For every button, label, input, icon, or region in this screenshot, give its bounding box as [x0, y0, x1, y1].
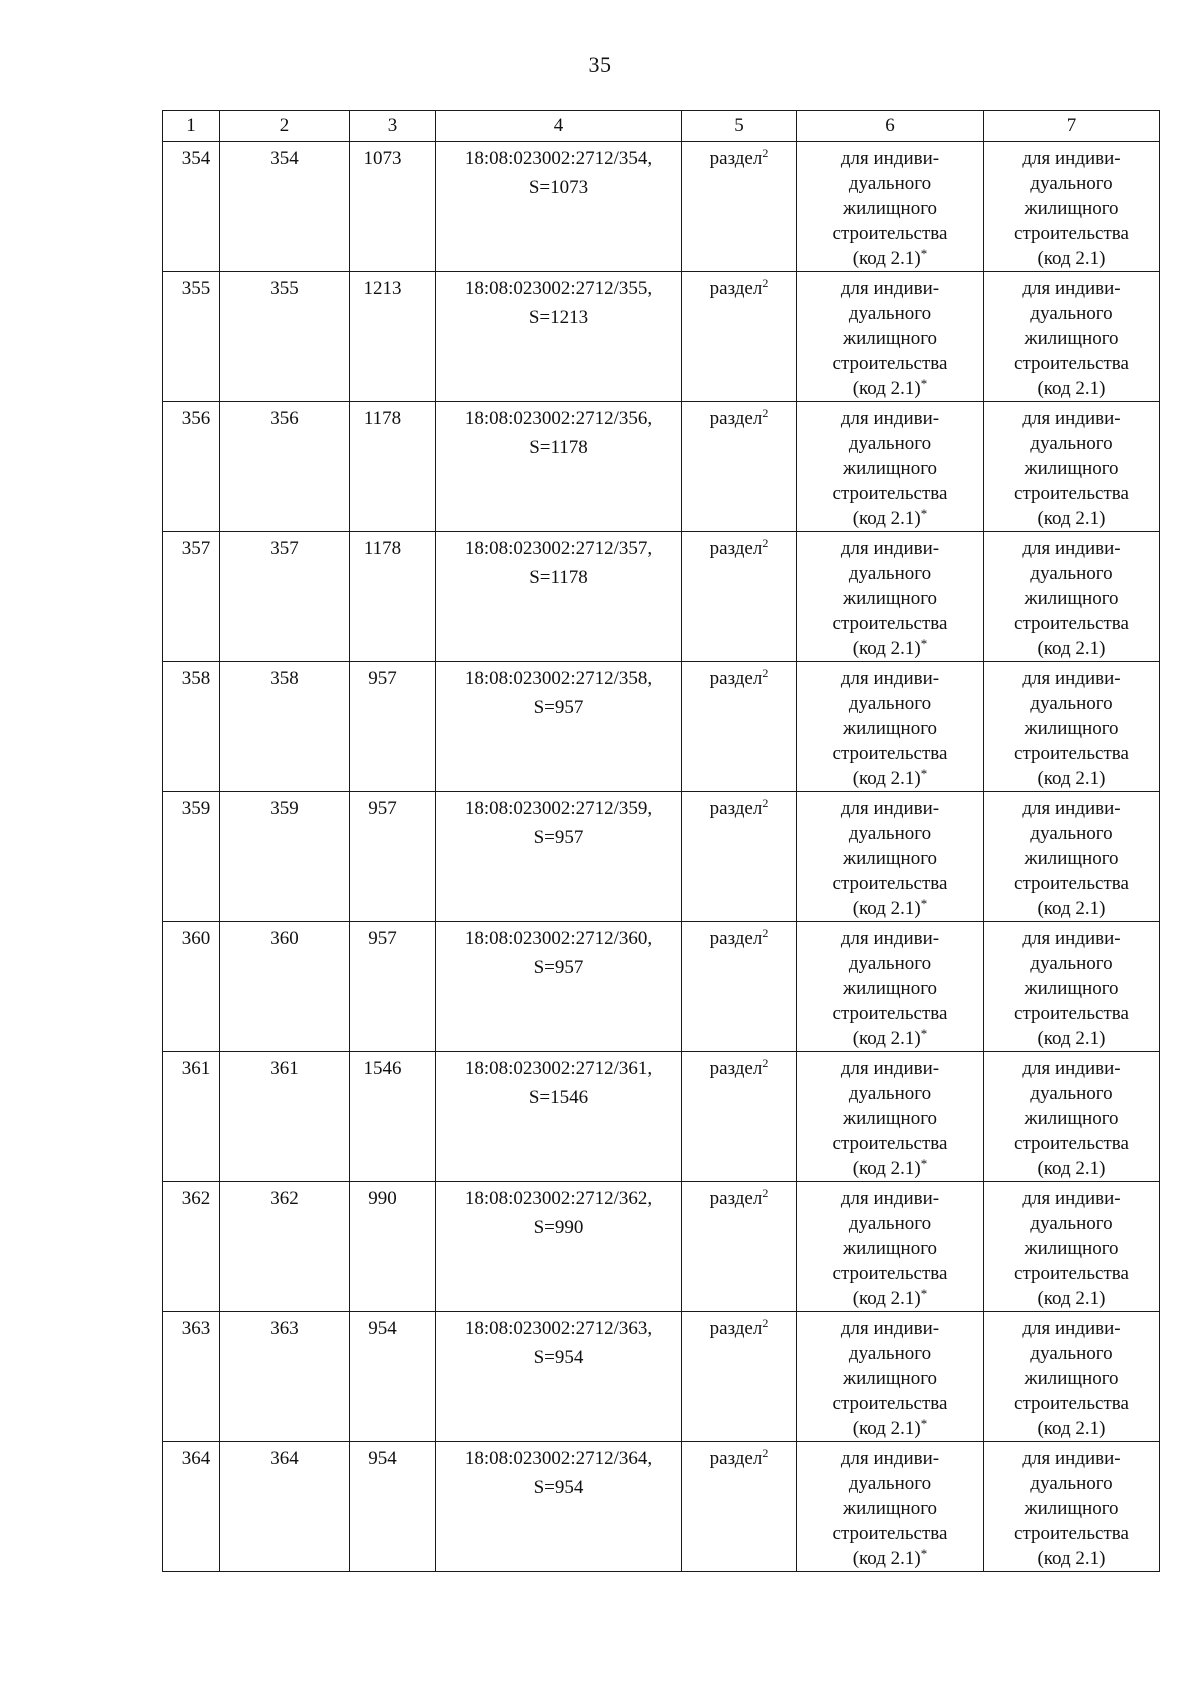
asterisk-mark: * [920, 1416, 928, 1431]
plot-number-cell: 356 [220, 402, 350, 532]
permitted-use-line: дуального [1030, 303, 1113, 324]
permitted-use-line: жилищного [842, 978, 938, 999]
cadastral-cell [436, 142, 682, 272]
permitted-use-line: жилищного [1024, 1368, 1119, 1389]
row-number-cell: 362 [163, 1182, 220, 1312]
source-cell [682, 662, 797, 792]
cadastral-number: 18:08:023002:2712/361, [464, 1058, 653, 1079]
permitted-use-line: (код 2.1) [1037, 1288, 1106, 1309]
permitted-use-line: (код 2.1) [1037, 508, 1106, 529]
permitted-use-line: дуального [848, 693, 932, 714]
column-header: 4 [436, 111, 682, 142]
permitted-use-cell [984, 1052, 1160, 1182]
permitted-use-line: дуального [1030, 173, 1113, 194]
permitted-use-line: дуального [1030, 953, 1113, 974]
table-row [163, 922, 1160, 1052]
footnote-mark: 2 [762, 796, 769, 810]
table-header-row [163, 111, 1160, 142]
permitted-use-line: (код 2.1) [852, 508, 921, 529]
source-label: раздел [709, 1058, 763, 1079]
source-label: раздел [709, 408, 763, 429]
permitted-use-cell [984, 402, 1160, 532]
asterisk-mark: * [920, 896, 928, 911]
cadastral-number: 18:08:023002:2712/362, [464, 1188, 653, 1209]
source-cell [682, 1182, 797, 1312]
permitted-use-line: дуального [1030, 1083, 1113, 1104]
permitted-use-line: жилищного [842, 1498, 938, 1519]
permitted-use-line: для индиви- [840, 668, 940, 689]
asterisk-mark: * [920, 376, 928, 391]
permitted-use-line: жилищного [842, 1108, 938, 1129]
area-label: S=1073 [528, 177, 589, 198]
permitted-use-line: для индиви- [1022, 1058, 1121, 1079]
permitted-use-line: дуального [848, 433, 932, 454]
column-header: 1 [163, 111, 220, 142]
permitted-use-line: жилищного [1024, 588, 1119, 609]
permitted-use-last-line [797, 246, 983, 271]
permitted-use-line: для индиви- [1022, 538, 1121, 559]
plot-number-cell: 359 [220, 792, 350, 922]
permitted-use-cell [984, 1442, 1160, 1572]
asterisk-mark: * [920, 766, 928, 781]
area-label: S=1546 [528, 1087, 589, 1108]
permitted-use-line: для индиви- [840, 278, 940, 299]
permitted-use-line: жилищного [1024, 198, 1119, 219]
plot-number-cell: 358 [220, 662, 350, 792]
area-cell: 1213 [350, 272, 436, 402]
permitted-use-line: для индиви- [840, 798, 940, 819]
permitted-use-line: строительства [1014, 223, 1129, 244]
permitted-use-line: (код 2.1) [852, 1418, 921, 1439]
permitted-use-line: жилищного [842, 458, 938, 479]
column-header: 3 [350, 111, 436, 142]
page-number: 35 [588, 52, 612, 77]
source-cell [682, 792, 797, 922]
permitted-use-cell [797, 662, 984, 792]
cadastral-cell [436, 1052, 682, 1182]
table-row [163, 662, 1160, 792]
area-label: S=957 [533, 697, 584, 718]
footnote-mark: 2 [762, 666, 769, 680]
source-cell [682, 1312, 797, 1442]
area-label: S=1178 [529, 567, 588, 588]
cadastral-cell [436, 1442, 682, 1572]
area-cell: 1178 [350, 532, 436, 662]
cadastral-number: 18:08:023002:2712/356, [464, 408, 653, 429]
area-label: S=990 [533, 1217, 584, 1238]
source-label: раздел [709, 928, 763, 949]
permitted-use-cell [797, 532, 984, 662]
permitted-use-cell [984, 792, 1160, 922]
footnote-mark: 2 [762, 146, 769, 160]
asterisk-mark: * [920, 1546, 928, 1561]
permitted-use-line: дуального [848, 173, 932, 194]
permitted-use-line: для индиви- [1022, 1448, 1121, 1469]
permitted-use-line: строительства [1014, 1263, 1129, 1284]
permitted-use-line: для индиви- [840, 408, 940, 429]
area-cell: 954 [350, 1312, 436, 1442]
permitted-use-line: (код 2.1) [1037, 768, 1106, 789]
cadastral-cell [436, 1182, 682, 1312]
area-cell: 957 [350, 792, 436, 922]
permitted-use-line: жилищного [842, 328, 938, 349]
permitted-use-line: дуального [848, 1213, 932, 1234]
permitted-use-line: для индиви- [840, 928, 940, 949]
area-label: S=957 [533, 827, 584, 848]
permitted-use-last-line [797, 376, 983, 401]
area-cell: 1178 [350, 402, 436, 532]
table-row [163, 142, 1160, 272]
permitted-use-line: для индиви- [1022, 148, 1121, 169]
area-cell: 990 [350, 1182, 436, 1312]
cadastral-cell [436, 402, 682, 532]
permitted-use-line: дуального [848, 563, 932, 584]
plot-number-cell: 355 [220, 272, 350, 402]
permitted-use-last-line [797, 1156, 983, 1181]
source-cell [682, 1052, 797, 1182]
permitted-use-line: жилищного [1024, 328, 1119, 349]
permitted-use-cell [797, 402, 984, 532]
permitted-use-cell [984, 922, 1160, 1052]
row-number-cell: 355 [163, 272, 220, 402]
asterisk-mark: * [920, 1026, 928, 1041]
permitted-use-line: строительства [832, 1263, 948, 1284]
permitted-use-line: дуального [1030, 1473, 1113, 1494]
cadastral-number: 18:08:023002:2712/359, [464, 798, 653, 819]
column-header: 2 [220, 111, 350, 142]
permitted-use-last-line [797, 1546, 983, 1571]
permitted-use-line: для индиви- [840, 1188, 940, 1209]
row-number-cell: 358 [163, 662, 220, 792]
permitted-use-cell [984, 142, 1160, 272]
source-label: раздел [709, 1448, 763, 1469]
permitted-use-line: строительства [1014, 1523, 1129, 1544]
permitted-use-line: дуального [848, 1083, 932, 1104]
plot-number-cell: 360 [220, 922, 350, 1052]
permitted-use-last-line [797, 1416, 983, 1441]
permitted-use-line: (код 2.1) [852, 1158, 921, 1179]
permitted-use-line: строительства [1014, 1003, 1129, 1024]
permitted-use-line: для индиви- [1022, 1188, 1121, 1209]
permitted-use-line: (код 2.1) [852, 248, 921, 269]
permitted-use-line: дуального [1030, 433, 1113, 454]
permitted-use-line: жилищного [1024, 978, 1119, 999]
permitted-use-line: для индиви- [1022, 278, 1121, 299]
permitted-use-line: (код 2.1) [1037, 378, 1106, 399]
permitted-use-line: жилищного [1024, 1108, 1119, 1129]
permitted-use-line: дуального [1030, 563, 1113, 584]
area-cell: 957 [350, 662, 436, 792]
permitted-use-line: (код 2.1) [852, 768, 921, 789]
permitted-use-cell [984, 1182, 1160, 1312]
permitted-use-line: строительства [832, 1523, 948, 1544]
permitted-use-line: (код 2.1) [1037, 1548, 1106, 1569]
permitted-use-line: строительства [832, 1003, 948, 1024]
column-header: 6 [797, 111, 984, 142]
cadastral-cell [436, 1312, 682, 1442]
permitted-use-line: жилищного [1024, 1498, 1119, 1519]
permitted-use-line: дуального [848, 303, 932, 324]
area-label: S=957 [533, 957, 584, 978]
table-row [163, 1442, 1160, 1572]
cadastral-number: 18:08:023002:2712/357, [464, 538, 653, 559]
permitted-use-line: строительства [832, 353, 948, 374]
row-number-cell: 354 [163, 142, 220, 272]
area-cell: 954 [350, 1442, 436, 1572]
permitted-use-line: (код 2.1) [852, 378, 921, 399]
row-number-cell: 360 [163, 922, 220, 1052]
area-cell: 1546 [350, 1052, 436, 1182]
permitted-use-line: строительства [832, 483, 948, 504]
permitted-use-line: жилищного [842, 848, 938, 869]
permitted-use-line: для индиви- [1022, 928, 1121, 949]
area-label: S=1213 [528, 307, 589, 328]
permitted-use-last-line [797, 896, 983, 921]
cadastral-number: 18:08:023002:2712/363, [464, 1318, 653, 1339]
permitted-use-line: жилищного [842, 198, 938, 219]
plot-number-cell: 357 [220, 532, 350, 662]
cadastral-cell [436, 662, 682, 792]
permitted-use-line: жилищного [842, 1368, 938, 1389]
plot-number-cell: 354 [220, 142, 350, 272]
source-cell [682, 402, 797, 532]
table-row [163, 272, 1160, 402]
permitted-use-cell [797, 1312, 984, 1442]
permitted-use-line: (код 2.1) [1037, 1158, 1106, 1179]
asterisk-mark: * [920, 1156, 928, 1171]
permitted-use-line: дуального [848, 823, 932, 844]
row-number-cell: 364 [163, 1442, 220, 1572]
permitted-use-line: строительства [1014, 1133, 1129, 1154]
footnote-mark: 2 [762, 1316, 769, 1330]
row-number-cell: 363 [163, 1312, 220, 1442]
permitted-use-line: дуального [848, 953, 932, 974]
permitted-use-line: для индиви- [840, 538, 940, 559]
source-cell [682, 142, 797, 272]
permitted-use-line: строительства [832, 613, 948, 634]
permitted-use-cell [797, 142, 984, 272]
permitted-use-line: для индиви- [840, 1318, 940, 1339]
source-label: раздел [709, 668, 763, 689]
permitted-use-cell [797, 272, 984, 402]
permitted-use-cell [984, 532, 1160, 662]
cadastral-number: 18:08:023002:2712/360, [464, 928, 653, 949]
table-row [163, 402, 1160, 532]
permitted-use-line: строительства [1014, 483, 1129, 504]
permitted-use-line: (код 2.1) [1037, 1418, 1106, 1439]
cadastral-cell [436, 922, 682, 1052]
permitted-use-line: дуального [1030, 1343, 1113, 1364]
permitted-use-line: дуального [848, 1473, 932, 1494]
row-number-cell: 357 [163, 532, 220, 662]
source-label: раздел [709, 798, 763, 819]
area-label: S=1178 [529, 437, 588, 458]
table-row [163, 1052, 1160, 1182]
permitted-use-line: (код 2.1) [852, 898, 921, 919]
permitted-use-cell [984, 1312, 1160, 1442]
source-label: раздел [709, 1318, 763, 1339]
permitted-use-line: строительства [1014, 873, 1129, 894]
permitted-use-cell [797, 1052, 984, 1182]
asterisk-mark: * [920, 1286, 928, 1301]
permitted-use-line: жилищного [842, 588, 938, 609]
permitted-use-cell [797, 922, 984, 1052]
land-plots-table [162, 110, 1160, 1572]
permitted-use-last-line [797, 766, 983, 791]
cadastral-number: 18:08:023002:2712/355, [464, 278, 653, 299]
footnote-mark: 2 [762, 1056, 769, 1070]
permitted-use-line: жилищного [842, 718, 938, 739]
permitted-use-line: жилищного [842, 1238, 938, 1259]
row-number-cell: 356 [163, 402, 220, 532]
permitted-use-line: строительства [832, 1133, 948, 1154]
source-label: раздел [709, 148, 763, 169]
permitted-use-line: для индиви- [1022, 668, 1121, 689]
source-label: раздел [709, 1188, 763, 1209]
plot-number-cell: 362 [220, 1182, 350, 1312]
footnote-mark: 2 [762, 276, 769, 290]
permitted-use-line: (код 2.1) [1037, 638, 1106, 659]
permitted-use-line: дуального [1030, 1213, 1113, 1234]
plot-number-cell: 364 [220, 1442, 350, 1572]
source-cell [682, 1442, 797, 1572]
permitted-use-line: для индиви- [840, 1058, 940, 1079]
permitted-use-line: жилищного [1024, 848, 1119, 869]
row-number-cell: 361 [163, 1052, 220, 1182]
permitted-use-last-line [797, 636, 983, 661]
permitted-use-cell [984, 272, 1160, 402]
permitted-use-cell [797, 1442, 984, 1572]
table-body [163, 142, 1160, 1572]
area-cell: 957 [350, 922, 436, 1052]
permitted-use-last-line [797, 1026, 983, 1051]
asterisk-mark: * [920, 246, 928, 261]
cadastral-number: 18:08:023002:2712/364, [464, 1448, 653, 1469]
plot-number-cell: 361 [220, 1052, 350, 1182]
column-header: 5 [682, 111, 797, 142]
footnote-mark: 2 [762, 1186, 769, 1200]
permitted-use-cell [984, 662, 1160, 792]
permitted-use-line: жилищного [1024, 718, 1119, 739]
permitted-use-line: жилищного [1024, 1238, 1119, 1259]
permitted-use-last-line [797, 506, 983, 531]
footnote-mark: 2 [762, 1446, 769, 1460]
permitted-use-line: (код 2.1) [1037, 1028, 1106, 1049]
permitted-use-line: для индиви- [1022, 798, 1121, 819]
table-row [163, 1312, 1160, 1442]
permitted-use-line: (код 2.1) [1037, 248, 1106, 269]
asterisk-mark: * [920, 636, 928, 651]
permitted-use-line: (код 2.1) [852, 1288, 921, 1309]
cadastral-cell [436, 532, 682, 662]
cadastral-cell [436, 272, 682, 402]
permitted-use-line: дуального [1030, 693, 1113, 714]
footnote-mark: 2 [762, 406, 769, 420]
permitted-use-line: строительства [832, 1393, 948, 1414]
row-number-cell: 359 [163, 792, 220, 922]
permitted-use-line: (код 2.1) [1037, 898, 1106, 919]
permitted-use-cell [797, 1182, 984, 1312]
permitted-use-line: (код 2.1) [852, 1028, 921, 1049]
permitted-use-line: для индиви- [1022, 1318, 1121, 1339]
permitted-use-line: строительства [832, 743, 948, 764]
permitted-use-line: строительства [1014, 743, 1129, 764]
source-cell [682, 922, 797, 1052]
permitted-use-line: строительства [1014, 1393, 1129, 1414]
source-label: раздел [709, 278, 763, 299]
permitted-use-line: строительства [832, 873, 948, 894]
permitted-use-line: жилищного [1024, 458, 1119, 479]
area-label: S=954 [533, 1477, 584, 1498]
permitted-use-last-line [797, 1286, 983, 1311]
permitted-use-line: дуального [1030, 823, 1113, 844]
cadastral-number: 18:08:023002:2712/358, [464, 668, 653, 689]
table-row [163, 1182, 1160, 1312]
permitted-use-line: для индиви- [840, 148, 940, 169]
area-cell: 1073 [350, 142, 436, 272]
permitted-use-line: для индиви- [840, 1448, 940, 1469]
permitted-use-line: дуального [848, 1343, 932, 1364]
footnote-mark: 2 [762, 926, 769, 940]
permitted-use-line: (код 2.1) [852, 1548, 921, 1569]
permitted-use-line: для индиви- [1022, 408, 1121, 429]
source-label: раздел [709, 538, 763, 559]
cadastral-cell [436, 792, 682, 922]
area-label: S=954 [533, 1347, 584, 1368]
table-row [163, 792, 1160, 922]
table-row [163, 532, 1160, 662]
permitted-use-line: строительства [1014, 353, 1129, 374]
footnote-mark: 2 [762, 536, 769, 550]
permitted-use-line: (код 2.1) [852, 638, 921, 659]
permitted-use-cell [797, 792, 984, 922]
plot-number-cell: 363 [220, 1312, 350, 1442]
source-cell [682, 272, 797, 402]
permitted-use-line: строительства [832, 223, 948, 244]
cadastral-number: 18:08:023002:2712/354, [464, 148, 653, 169]
asterisk-mark: * [920, 506, 928, 521]
source-cell [682, 532, 797, 662]
column-header: 7 [984, 111, 1160, 142]
permitted-use-line: строительства [1014, 613, 1129, 634]
